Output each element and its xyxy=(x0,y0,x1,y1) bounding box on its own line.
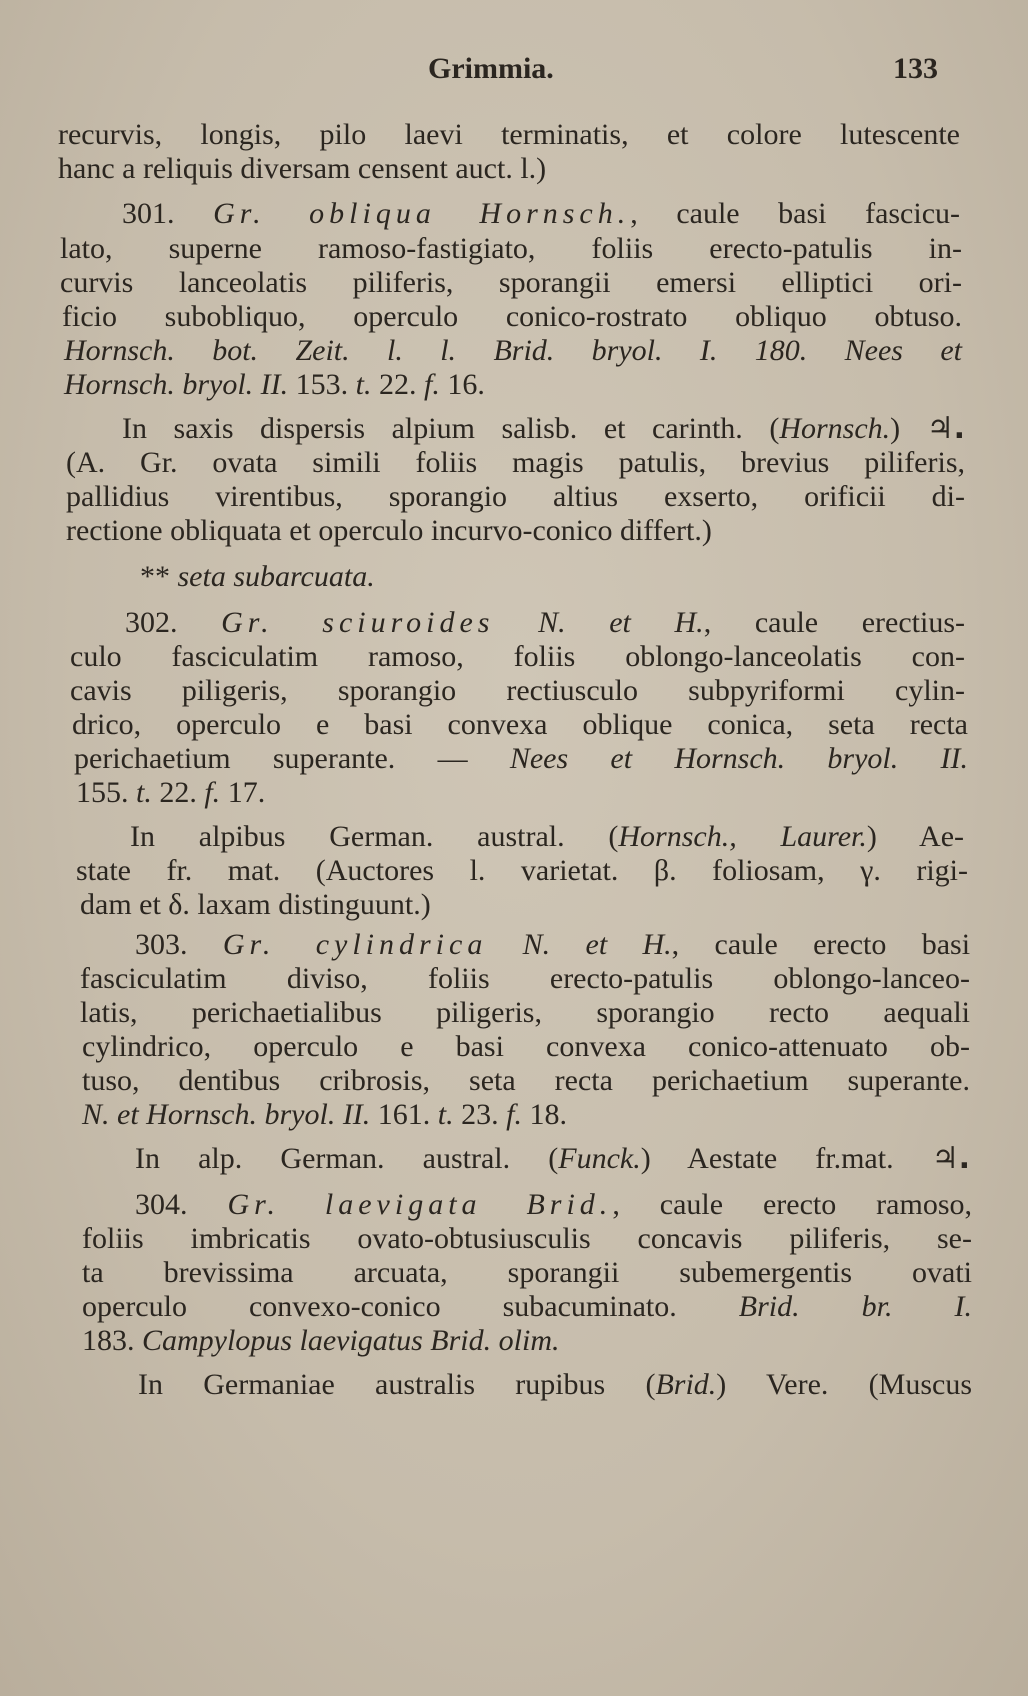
text-run: 22. xyxy=(151,776,205,809)
text-line xyxy=(82,1324,559,1358)
text-run: culo fasciculatim ramoso, foliis oblongo-lanceolatis con- xyxy=(70,640,965,673)
page-number: 133 xyxy=(893,52,938,85)
text-run: , caule erecto ramoso, xyxy=(612,1188,972,1221)
text-line xyxy=(135,928,970,962)
text-line xyxy=(72,708,968,742)
text-line xyxy=(82,1290,972,1324)
text-run: In saxis dispersis alpium salisb. et carinth. ( xyxy=(122,412,780,445)
perennial-symbol-icon: ♃. xyxy=(931,1141,971,1176)
italic-text: seta subarcuata. xyxy=(177,560,375,593)
italic-text: Hornsch. bot. Zeit. l. l. Brid. bryol. I. 180. Nees et xyxy=(64,334,962,367)
italic-text: Gr. obliqua Hornsch. xyxy=(213,197,631,230)
italic-text: Hornsch. bryol. II. xyxy=(64,368,289,401)
italic-text: f. xyxy=(204,776,221,809)
text-run: ) Aestate fr.mat. xyxy=(640,1142,932,1175)
text-line xyxy=(58,152,546,186)
text-run: , caule erecto basi xyxy=(671,928,971,961)
text-line xyxy=(80,888,431,922)
text-line xyxy=(64,368,485,402)
text-run: 183. xyxy=(82,1324,142,1357)
text-run: 17. xyxy=(220,776,266,809)
italic-text: Hornsch., Laurer. xyxy=(618,820,867,853)
italic-text: Nees et Hornsch. bryol. II. xyxy=(509,742,968,775)
text-line xyxy=(74,742,968,776)
text-run: 18. xyxy=(521,1098,567,1131)
text-run: ficio subobliquo, operculo conico-rostrato obliquo obtuso. xyxy=(62,300,962,333)
text-run: 302. xyxy=(125,606,222,639)
text-run: , caule erectius- xyxy=(703,606,965,639)
text-run: perichaetium superante. — xyxy=(74,742,510,775)
text-run: ta brevissima arcuata, sporangii subemergentis ovati xyxy=(82,1256,972,1289)
text-run: 304. xyxy=(135,1188,228,1221)
text-line xyxy=(130,820,964,854)
text-run: lato, superne ramoso-fastigiato, foliis erecto-patulis in- xyxy=(60,232,962,265)
text-run: cylindrico, operculo e basi convexa conico-attenuato ob- xyxy=(82,1030,970,1063)
text-run: 161. xyxy=(370,1098,438,1131)
text-run: pallidius virentibus, sporangio altius exserto, orificii di- xyxy=(66,480,965,513)
text-line xyxy=(138,1368,972,1402)
italic-text: Hornsch. xyxy=(779,412,891,445)
italic-text: f. xyxy=(423,368,440,401)
text-line xyxy=(82,1256,972,1290)
italic-text: t. xyxy=(136,776,152,809)
text-run: (A. Gr. ovata simili foliis magis patulis, brevius piliferis, xyxy=(66,446,965,479)
text-line xyxy=(62,300,962,334)
text-run: 22. xyxy=(371,368,424,401)
text-run: foliis imbricatis ovato-obtusiusculis concavis piliferis, se- xyxy=(82,1222,972,1255)
text-line xyxy=(122,197,960,231)
text-line xyxy=(76,776,265,810)
italic-text: N. et H. xyxy=(538,606,704,639)
text-line xyxy=(70,640,965,674)
text-line xyxy=(66,446,965,480)
text-run: 301. xyxy=(122,197,214,230)
text-run: ) Ae- xyxy=(866,820,964,853)
perennial-symbol-icon: ♃. xyxy=(926,411,965,446)
text-run xyxy=(494,606,538,639)
text-run: 16. xyxy=(439,368,485,401)
text-run: ** xyxy=(140,560,178,593)
text-line xyxy=(76,854,968,888)
text-run: In alp. German. austral. ( xyxy=(135,1142,559,1175)
text-line xyxy=(82,1222,972,1256)
text-run: In alpibus German. austral. ( xyxy=(130,820,619,853)
italic-text: N. et Hornsch. bryol. II. xyxy=(82,1098,371,1131)
text-line xyxy=(70,674,965,708)
italic-text: Campylopus laevigatus Brid. olim. xyxy=(142,1324,560,1357)
text-line xyxy=(122,412,965,446)
text-line xyxy=(60,266,962,300)
italic-text: t. xyxy=(437,1098,454,1131)
text-run: tuso, dentibus cribrosis, seta recta perichaetium superante. xyxy=(82,1064,970,1097)
text-line xyxy=(82,1098,567,1132)
text-run: In Germaniae australis rupibus ( xyxy=(138,1368,656,1401)
text-run: recurvis, longis, pilo laevi terminatis, et colore lutescente xyxy=(58,118,960,151)
text-run: 23. xyxy=(453,1098,507,1131)
text-run: state fr. mat. (Auctores l. varietat. β. foliosam, γ. rigi- xyxy=(76,854,968,887)
text-line xyxy=(80,962,970,996)
italic-text: Gr. laevigata Brid. xyxy=(227,1188,613,1221)
text-run: 155. xyxy=(76,776,136,809)
running-header-title: Grimmia. xyxy=(428,52,554,85)
text-run: ) Vere. (Muscus xyxy=(716,1368,972,1401)
text-line xyxy=(135,1142,970,1176)
italic-text: Gr. cylindrica xyxy=(222,928,488,961)
text-run xyxy=(487,928,522,961)
text-line xyxy=(60,232,962,266)
text-line xyxy=(66,514,712,548)
text-line xyxy=(140,560,375,594)
text-line xyxy=(66,480,965,514)
italic-text: N. et H. xyxy=(522,928,672,961)
text-run: operculo convexo-conico subacuminato. xyxy=(82,1290,739,1323)
text-run: latis, perichaetialibus piligeris, sporangio recto aequali xyxy=(80,996,970,1029)
text-run: fasciculatim diviso, foliis erecto-patulis oblongo-lanceo- xyxy=(80,962,970,995)
text-run: rectione obliquata et operculo incurvo-conico differt.) xyxy=(66,514,712,547)
text-run: curvis lanceolatis piliferis, sporangii emersi elliptici ori- xyxy=(60,266,962,299)
italic-text: Brid. br. I. xyxy=(738,1290,972,1323)
text-run: 153. xyxy=(288,368,356,401)
text-line xyxy=(135,1188,972,1222)
text-run: hanc a reliquis diversam censent auct. l.) xyxy=(58,152,547,185)
text-run: dam et δ. laxam distinguunt.) xyxy=(80,888,431,921)
italic-text: Brid. xyxy=(655,1368,717,1401)
italic-text: Funck. xyxy=(558,1142,641,1175)
text-line xyxy=(58,118,960,152)
text-run: cavis piligeris, sporangio rectiusculo subpyriformi cylin- xyxy=(70,674,965,707)
italic-text: f. xyxy=(506,1098,522,1131)
text-run: , caule basi fascicu- xyxy=(630,197,961,230)
text-line xyxy=(80,996,970,1030)
text-line xyxy=(82,1030,970,1064)
italic-text: Gr. sciuroides xyxy=(221,606,495,639)
text-run: ) xyxy=(890,412,927,445)
text-line xyxy=(125,606,965,640)
text-line xyxy=(64,334,962,368)
text-line xyxy=(82,1064,970,1098)
text-run: 303. xyxy=(135,928,223,961)
text-run: drico, operculo e basi convexa oblique conica, seta recta xyxy=(72,708,968,741)
italic-text: t. xyxy=(355,368,372,401)
